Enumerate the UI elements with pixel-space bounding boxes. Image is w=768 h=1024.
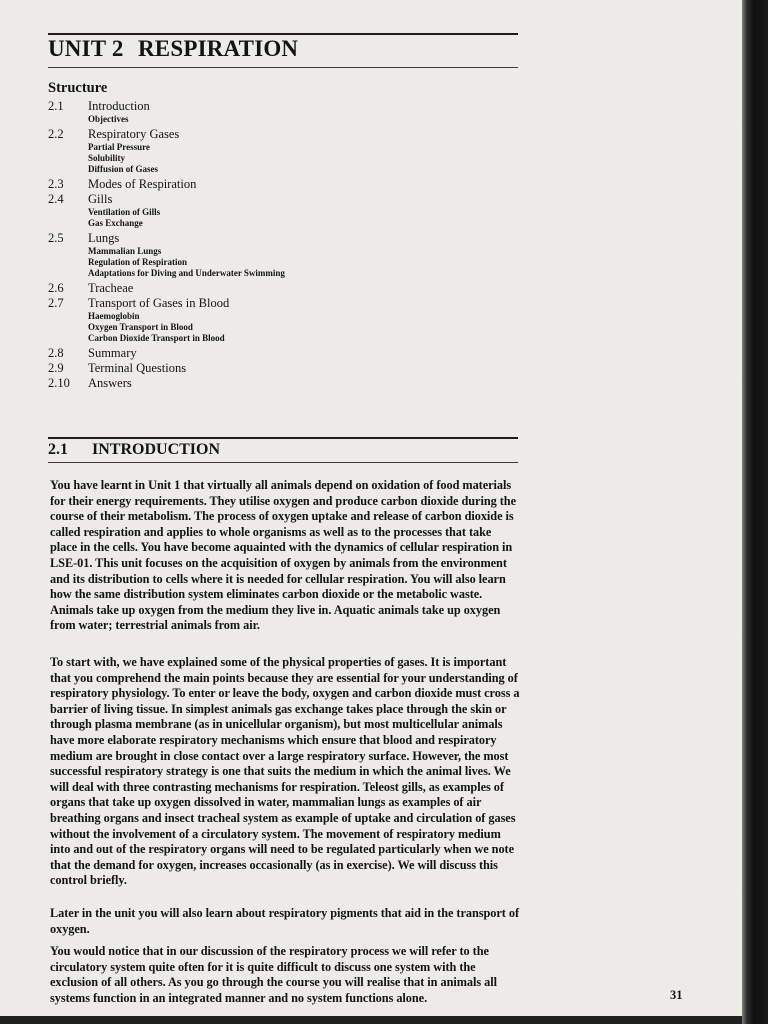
toc-entry <box>48 127 508 142</box>
toc-entry-title: Transport of Gases in Blood <box>88 296 230 310</box>
toc-subentry <box>48 142 508 153</box>
toc-entry <box>48 361 508 376</box>
toc-subentry-title: Solubility <box>88 153 126 163</box>
toc-entry-title: Modes of Respiration <box>88 177 197 191</box>
toc-subentry-title: Diffusion of Gases <box>88 164 159 174</box>
toc-subentry <box>48 268 508 279</box>
toc-entry-number: 2.1 <box>48 99 64 113</box>
toc-entry-number: 2.9 <box>48 361 64 375</box>
toc-entry <box>48 231 508 246</box>
toc-entry-number: 2.10 <box>48 376 70 390</box>
toc-subentry <box>48 257 508 268</box>
toc-subentry-title: Objectives <box>88 114 129 124</box>
toc-entry <box>48 376 508 391</box>
unit-number: UNIT 2 <box>48 36 124 61</box>
toc-entry-number: 2.2 <box>48 127 64 141</box>
paragraph-4: You would notice that in our discussion of the respiratory process we will refer to the circulatory system quite often for it is quite difficult to discuss one system with the exclusion of all others. As you go through the course you will realise that in animals all systems function in an integrated manner and no system functions alone. <box>50 944 497 1005</box>
toc-subentry-title: Carbon Dioxide Transport in Blood <box>88 333 225 343</box>
toc-subentry-title: Regulation of Respiration <box>88 257 187 267</box>
toc-subentry <box>48 164 508 175</box>
toc-subentry <box>48 322 508 333</box>
toc-entry-title: Respiratory Gases <box>88 127 180 141</box>
toc-entry-number: 2.3 <box>48 177 64 191</box>
paragraph-1-part-a: You have learnt in Unit 1 that virtually all animals depend on oxidation of food materials for their energy requirements. They utilise oxygen and produce carbon dioxide during the course of their metabolism. The process of oxygen uptake and release of carbon dioxide is called <box>50 478 516 539</box>
page-bottom-edge <box>0 1016 742 1024</box>
structure-heading: Structure <box>48 80 108 96</box>
section-top-rule <box>48 437 518 439</box>
section-number: 2.1 <box>48 441 68 458</box>
toc-entry-title: Answers <box>88 376 132 390</box>
toc-entry-title: Terminal Questions <box>88 361 187 375</box>
toc-entry-number: 2.4 <box>48 192 64 206</box>
toc-subentry <box>48 311 508 322</box>
paragraph-2: To start with, we have explained some of the physical properties of gases. It is important that you comprehend the main points because they are essential for your understanding of respiratory physiology. To enter or leave the body, oxygen and carbon dioxide must cross a barrier of living tissue. In simplest animals gas exchange takes place through the skin or through plasma membrane (as in unicellular organism), but most multicellular animals have more elaborate respiratory mechanisms which ensure that blood and respiratory medium are brought in close contact over a large respiratory surface. However, the most successful respiratory strategy is one that suits the medium in which the animal lives. We will deal with three contrasting mechanisms for respiration. Teleost gills, as examples of organs that take up oxygen dissolved in water, mammalian lungs as examples of air breathing organs and insect tracheal system as example of uptake and circulation of gases without the involvement of a circulatory system. The movement of respiratory medium into and out of the respiratory organs will need to be regulated particularly when we note that the demand for oxygen, increases occasionally (as in exercise). We will discuss this control briefly. <box>50 655 520 888</box>
toc-entry-number: 2.7 <box>48 296 64 310</box>
toc-entry <box>48 281 508 296</box>
toc-subentry-title: Mammalian Lungs <box>88 246 162 256</box>
toc-subentry-title: Haemoglobin <box>88 311 140 321</box>
top-rule <box>48 33 518 35</box>
toc-entry-title: Tracheae <box>88 281 134 295</box>
section-underline <box>48 462 518 463</box>
toc-subentry-title: Adaptations for Diving and Underwater Swimming <box>88 268 285 278</box>
section-title: INTRODUCTION <box>92 441 221 458</box>
toc-subentry <box>48 333 508 344</box>
table-of-contents <box>48 99 508 391</box>
paragraph-1 <box>50 478 520 634</box>
paragraph-3: Later in the unit you will also learn about respiratory pigments that aid in the transport of oxygen. <box>50 906 520 936</box>
toc-entry-title: Summary <box>88 346 137 360</box>
toc-subentry <box>48 114 508 125</box>
toc-subentry-title: Oxygen Transport in Blood <box>88 322 193 332</box>
toc-subentry-title: Gas Exchange <box>88 218 143 228</box>
page-number: 31 <box>670 988 683 1002</box>
toc-entry-number: 2.6 <box>48 281 64 295</box>
toc-entry-title: Lungs <box>88 231 120 245</box>
toc-entry <box>48 296 508 311</box>
unit-name: RESPIRATION <box>138 36 299 61</box>
toc-subentry <box>48 207 508 218</box>
book-binding-shadow <box>742 0 768 1024</box>
toc-subentry-title: Ventilation of Gills <box>88 207 161 217</box>
toc-subentry <box>48 218 508 229</box>
toc-entry-title: Gills <box>88 192 113 206</box>
toc-entry-number: 2.5 <box>48 231 64 245</box>
unit-title <box>48 36 298 62</box>
toc-entry <box>48 346 508 361</box>
respiration-term: respiration <box>83 524 141 539</box>
toc-entry-title: Introduction <box>88 99 150 113</box>
title-underline <box>48 67 518 68</box>
section-heading <box>48 441 220 459</box>
paragraph-1-part-b: and applies to whole organisms as well as to the processes that take place in the cells. You have become aquainted with the dynamics of cellular respiration in LSE-01. This unit focuses on the acquisition of oxygen by animals from the environment and its distribution to cells where it is needed for cellular respiration. You will also learn how the same distribution system eliminates carbon dioxide or the metabolic waste. Animals take up oxygen from the medium they live in. Aquatic animals take up oxygen from water; terrestrial animals from air. <box>50 524 513 633</box>
toc-subentry <box>48 153 508 164</box>
toc-entry-number: 2.8 <box>48 346 64 360</box>
toc-entry <box>48 99 508 114</box>
toc-entry <box>48 192 508 207</box>
toc-subentry-title: Partial Pressure <box>88 142 150 152</box>
toc-subentry <box>48 246 508 257</box>
toc-entry <box>48 177 508 192</box>
